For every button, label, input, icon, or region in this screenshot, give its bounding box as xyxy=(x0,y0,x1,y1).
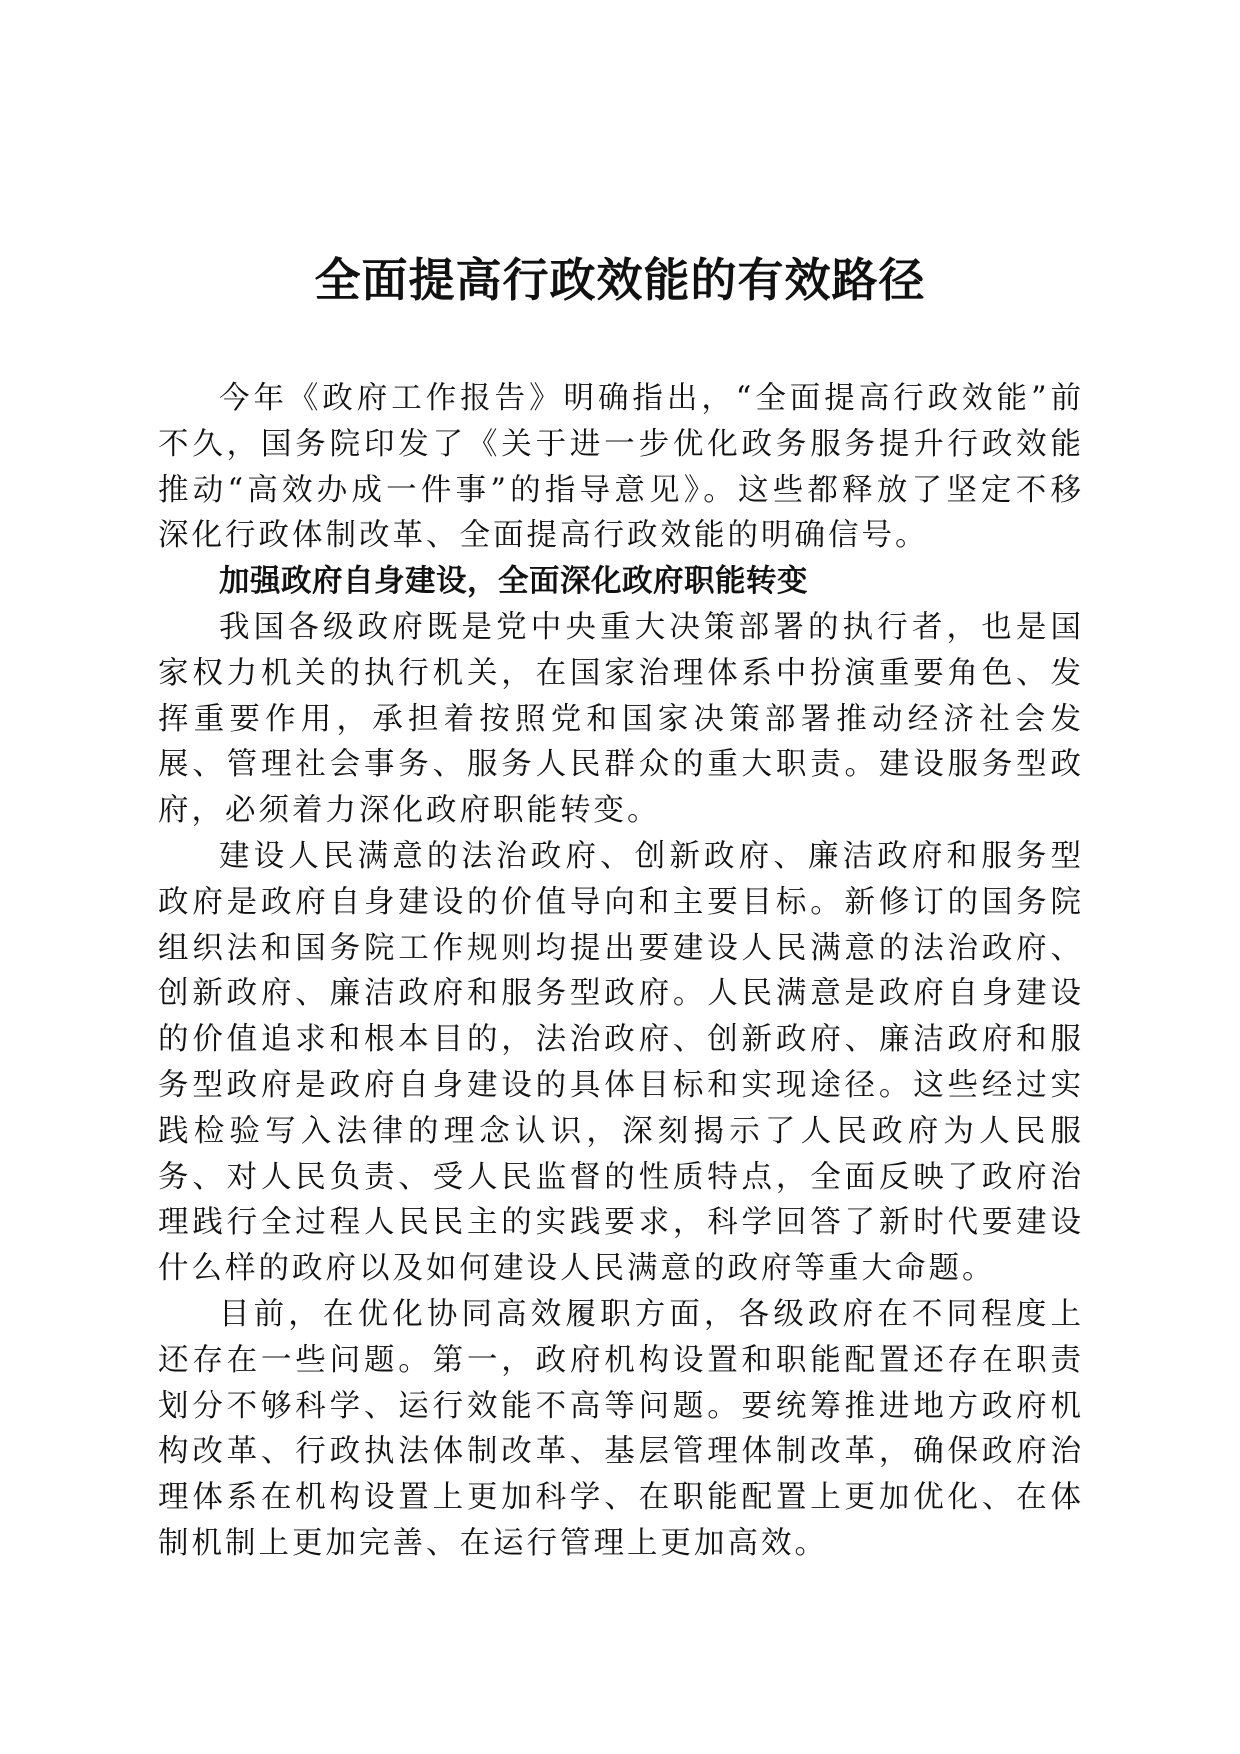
section-heading: 加强政府自身建设，全面深化政府职能转变 xyxy=(219,564,808,600)
paragraph-current-problems: 目前，在优化协同高效履职方面，各级政府在不同程度上还存在一些问题。第一，政府机构设置和职能配置还存在职责划分不够科学、运行效能不高等问题。要统筹推进地方政府机构改革、行政执法体制改革、基层管理体制改革，确保政府治理体系在机构设置上更加科学、在职能配置上更加优化、在体制机制上更加完善、在运行管理上更加高效。 xyxy=(158,1296,1084,1561)
paragraph-government-role: 我国各级政府既是党中央重大决策部署的执行者，也是国家权力机关的执行机关，在国家治理体系中扮演重要角色、发挥重要作用，承担着按照党和国家决策部署推动经济社会发展、管理社会事务、服务人民群众的重大职责。建设服务型政府，必须着力深化政府职能转变。 xyxy=(158,609,1084,829)
document-body xyxy=(158,376,1084,1567)
paragraph-service-government: 建设人民满意的法治政府、创新政府、廉洁政府和服务型政府是政府自身建设的价值导向和主要目标。新修订的国务院组织法和国务院工作规则均提出要建设人民满意的法治政府、创新政府、廉洁政府和服务型政府。人民满意是政府自身建设的价值追求和根本目的，法治政府、创新政府、廉洁政府和服务型政府是政府自身建设的具体目标和实现途径。这些经过实践检验写入法律的理念认识，深刻揭示了人民政府为人民服务、对人民负责、受人民监督的性质特点，全面反映了政府治理践行全过程人民民主的实践要求，科学回答了新时代要建设什么样的政府以及如何建设人民满意的政府等重大命题。 xyxy=(158,838,1084,1287)
document-title: 全面提高行政效能的有效路径 xyxy=(314,253,926,307)
paragraph-intro: 今年《政府工作报告》明确指出，“全面提高行政效能”前不久，国务院印发了《关于进一步优化政务服务提升行政效能推动“高效办成一件事”的指导意见》。这些都释放了坚定不移深化行政体制改革、全面提高行政效能的明确信号。 xyxy=(158,381,1084,554)
